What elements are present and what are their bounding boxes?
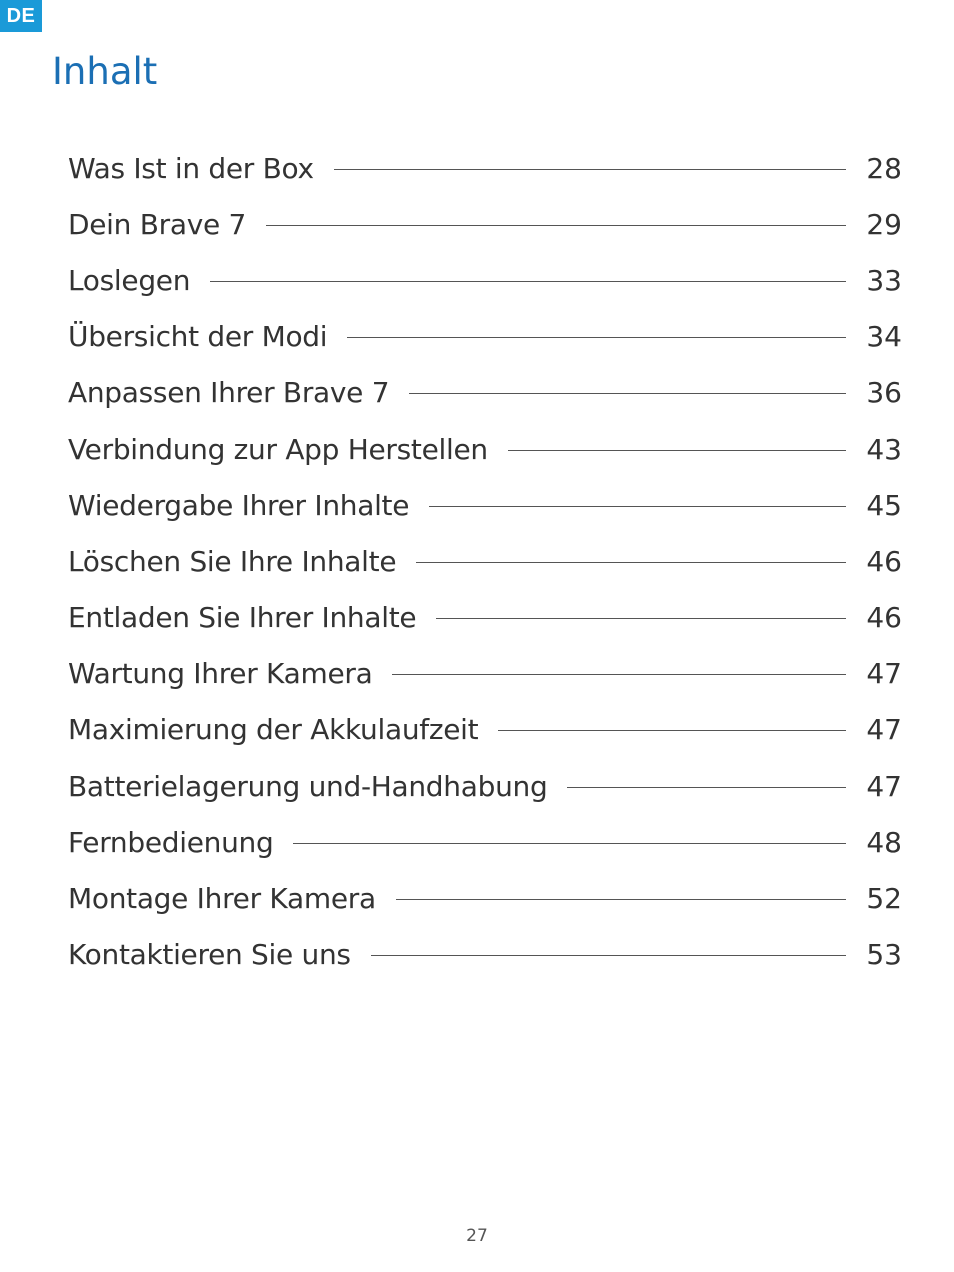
toc-entry-page: 28 — [866, 151, 902, 185]
toc-leader-line — [409, 393, 846, 394]
language-badge: DE — [0, 0, 42, 32]
toc-entry-label: Montage Ihrer Kamera — [68, 882, 376, 916]
toc-entry[interactable] — [68, 533, 902, 589]
toc-entry-page: 47 — [866, 657, 902, 691]
toc-entry-page: 52 — [866, 882, 902, 916]
toc-entry-label: Wiedergabe Ihrer Inhalte — [68, 488, 410, 522]
table-of-contents — [68, 140, 902, 983]
page-number: 27 — [466, 1226, 488, 1246]
toc-leader-line — [396, 899, 846, 900]
toc-entry-label: Übersicht der Modi — [68, 320, 328, 354]
toc-leader-line — [436, 618, 846, 619]
toc-entry-page: 46 — [866, 544, 902, 578]
toc-entry-label: Kontaktieren Sie uns — [68, 938, 351, 972]
toc-entry-page: 43 — [866, 432, 902, 466]
toc-entry[interactable] — [68, 421, 902, 477]
toc-entry-page: 46 — [866, 601, 902, 635]
toc-leader-line — [210, 281, 846, 282]
toc-entry[interactable] — [68, 196, 902, 252]
toc-entry-label: Löschen Sie Ihre Inhalte — [68, 544, 397, 578]
toc-entry[interactable] — [68, 309, 902, 365]
toc-entry[interactable] — [68, 140, 902, 196]
toc-entry-label: Batterielagerung und-Handhabung — [68, 769, 548, 803]
toc-entry-label: Was Ist in der Box — [68, 151, 314, 185]
toc-entry-label: Dein Brave 7 — [68, 207, 247, 241]
toc-entry-page: 53 — [866, 938, 902, 972]
toc-leader-line — [429, 506, 846, 507]
toc-leader-line — [567, 787, 846, 788]
toc-entry-label: Wartung Ihrer Kamera — [68, 657, 373, 691]
toc-entry[interactable] — [68, 590, 902, 646]
toc-entry-page: 45 — [866, 488, 902, 522]
toc-entry[interactable] — [68, 646, 902, 702]
toc-leader-line — [508, 450, 846, 451]
toc-leader-line — [293, 843, 846, 844]
toc-entry-page: 47 — [866, 713, 902, 747]
toc-entry[interactable] — [68, 702, 902, 758]
toc-leader-line — [371, 955, 846, 956]
toc-entry[interactable] — [68, 477, 902, 533]
toc-entry-label: Verbindung zur App Herstellen — [68, 432, 488, 466]
toc-entry-page: 48 — [866, 825, 902, 859]
toc-entry[interactable] — [68, 758, 902, 814]
toc-entry-label: Anpassen Ihrer Brave 7 — [68, 376, 390, 410]
toc-leader-line — [416, 562, 846, 563]
toc-entry[interactable] — [68, 252, 902, 308]
toc-entry[interactable] — [68, 927, 902, 983]
toc-entry-page: 29 — [866, 207, 902, 241]
toc-entry-page: 36 — [866, 376, 902, 410]
toc-leader-line — [266, 225, 846, 226]
toc-entry-label: Loslegen — [68, 263, 191, 297]
toc-entry-label: Maximierung der Akkulaufzeit — [68, 713, 479, 747]
toc-entry[interactable] — [68, 814, 902, 870]
toc-leader-line — [392, 674, 846, 675]
toc-entry-label: Entladen Sie Ihrer Inhalte — [68, 601, 417, 635]
toc-leader-line — [334, 169, 846, 170]
toc-entry[interactable] — [68, 870, 902, 926]
toc-entry[interactable] — [68, 365, 902, 421]
toc-leader-line — [347, 337, 846, 338]
toc-leader-line — [498, 730, 846, 731]
toc-entry-page: 33 — [866, 263, 902, 297]
page-title: Inhalt — [52, 50, 158, 93]
toc-entry-label: Fernbedienung — [68, 825, 274, 859]
toc-entry-page: 34 — [866, 320, 902, 354]
toc-entry-page: 47 — [866, 769, 902, 803]
